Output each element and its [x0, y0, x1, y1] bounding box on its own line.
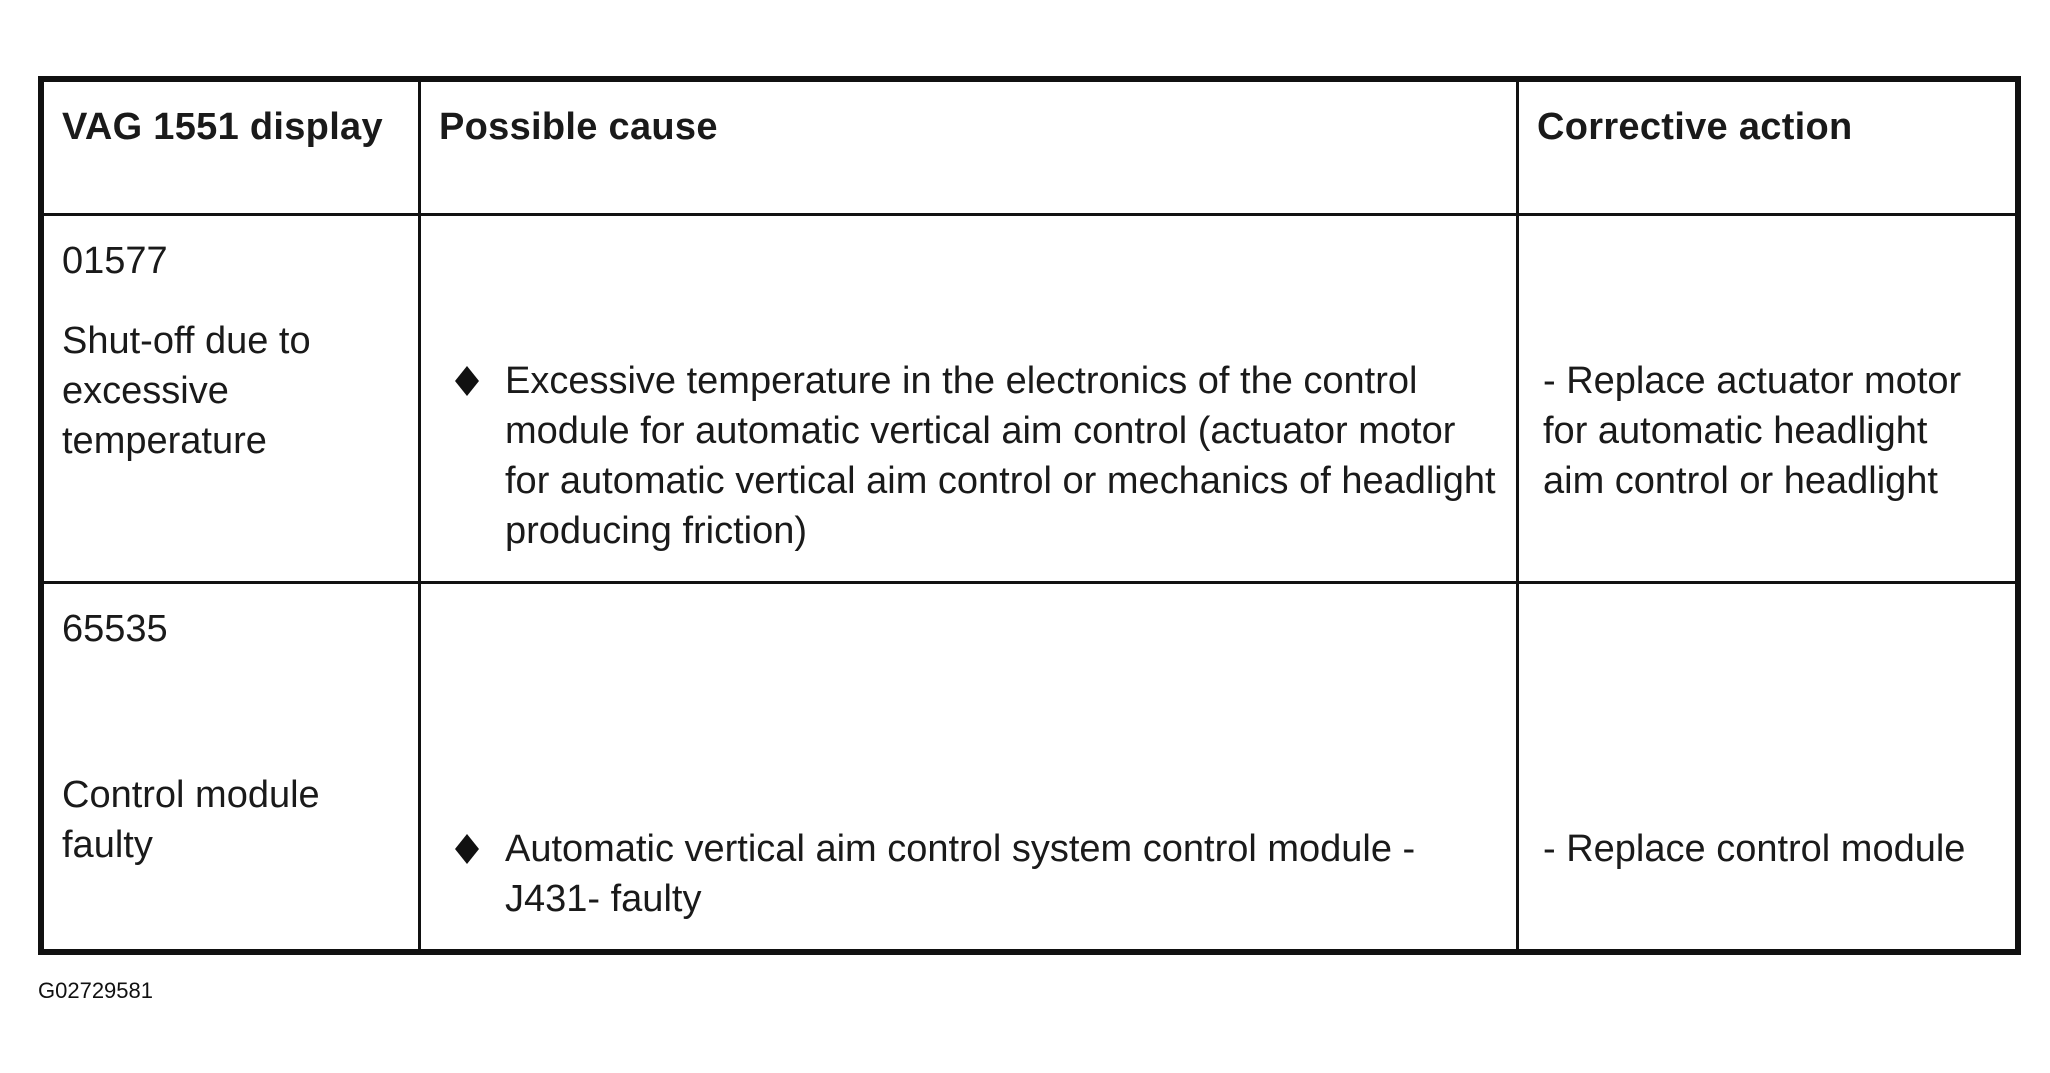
corrective-action-text: - Replace control module: [1543, 828, 1966, 870]
table-row: [43, 583, 2017, 951]
fault-description: Control module faulty: [62, 774, 320, 866]
table-header-row: [43, 81, 2017, 215]
table-row: [43, 215, 2017, 583]
figure-id: G02729581: [38, 978, 153, 1003]
display-cell: [43, 215, 420, 583]
diamond-bullet-icon: [455, 356, 505, 406]
action-cell: [1518, 583, 2017, 951]
cause-item: [421, 216, 1516, 556]
diamond-bullet-icon: [455, 824, 505, 874]
header-display-label: VAG 1551 display: [62, 106, 383, 148]
cause-cell: [420, 583, 1518, 951]
header-action: [1518, 81, 2017, 215]
corrective-action-text: - Replace actuator motor for automatic headlight aim control or headlight: [1543, 360, 1962, 502]
diagnostic-table: [41, 79, 2018, 952]
header-display: [43, 81, 420, 215]
action-cell: [1518, 215, 2017, 583]
cause-text: Excessive temperature in the electronics of the control module for automatic vertical aim control (actuator motor for automatic vertical aim control or mechanics of headlight producing friction): [505, 360, 1496, 552]
cause-item: [421, 584, 1516, 924]
diagnostic-table-container: [38, 76, 2021, 955]
cause-cell: [420, 215, 1518, 583]
display-cell: [43, 583, 420, 951]
cause-text: Automatic vertical aim control system control module -J431- faulty: [505, 828, 1416, 920]
header-action-label: Corrective action: [1537, 106, 1853, 148]
header-cause-label: Possible cause: [439, 106, 718, 148]
header-cause: [420, 81, 1518, 215]
fault-description: Shut-off due to excessive temperature: [62, 320, 311, 462]
fault-code: 65535: [62, 608, 168, 650]
fault-code: 01577: [62, 240, 168, 282]
